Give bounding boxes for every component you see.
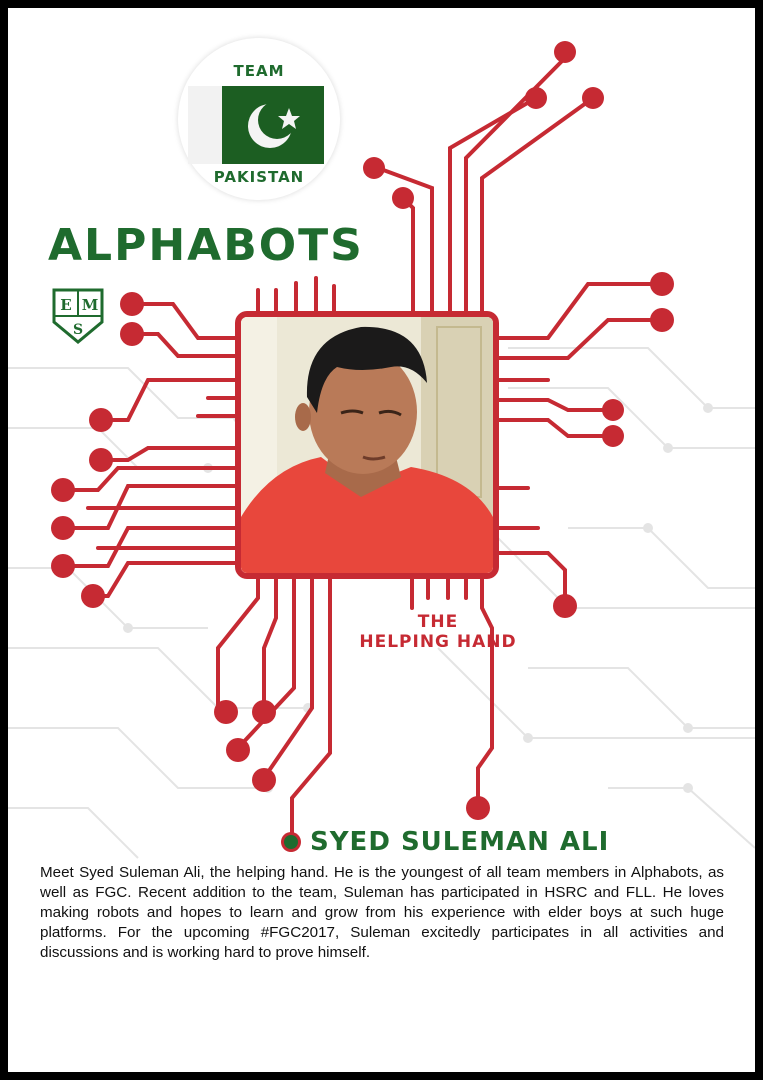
logo-letter-e: E — [60, 296, 72, 314]
ems-school-logo — [50, 286, 106, 346]
logo-letter-s: S — [72, 322, 84, 338]
pakistan-flag-icon — [188, 86, 324, 164]
team-name-heading: ALPHABOTS — [48, 220, 364, 271]
logo-letter-m: M — [81, 296, 99, 314]
badge-bottom-text: PAKISTAN — [213, 168, 305, 186]
subtitle-line-1: THE — [417, 612, 459, 632]
profile-photo — [241, 317, 493, 573]
profile-photo-frame — [235, 311, 499, 579]
profile-subtitle — [358, 612, 518, 652]
subtitle-line-2: HELPING HAND — [359, 632, 517, 652]
badge-top-text: TEAM — [233, 62, 285, 80]
profile-name: SYED SULEMAN ALI — [310, 827, 610, 857]
team-pakistan-badge — [178, 38, 340, 200]
poster-page — [8, 8, 755, 1072]
profile-bio: Meet Syed Suleman Ali, the helping hand. He is the youngest of all team members in Alphabots, as well as FGC. Recent addition to the team, Suleman has participated in HSRC and FLL. He loves making robots and hopes to learn and grow from his experience with elder boys at such huge platforms. For the upcoming #FGC2017, Suleman excitedly participates in all activities and discussions and is working hard to prove himself. — [40, 864, 724, 961]
profile-name-row — [284, 826, 609, 858]
bullet-icon — [284, 835, 298, 849]
